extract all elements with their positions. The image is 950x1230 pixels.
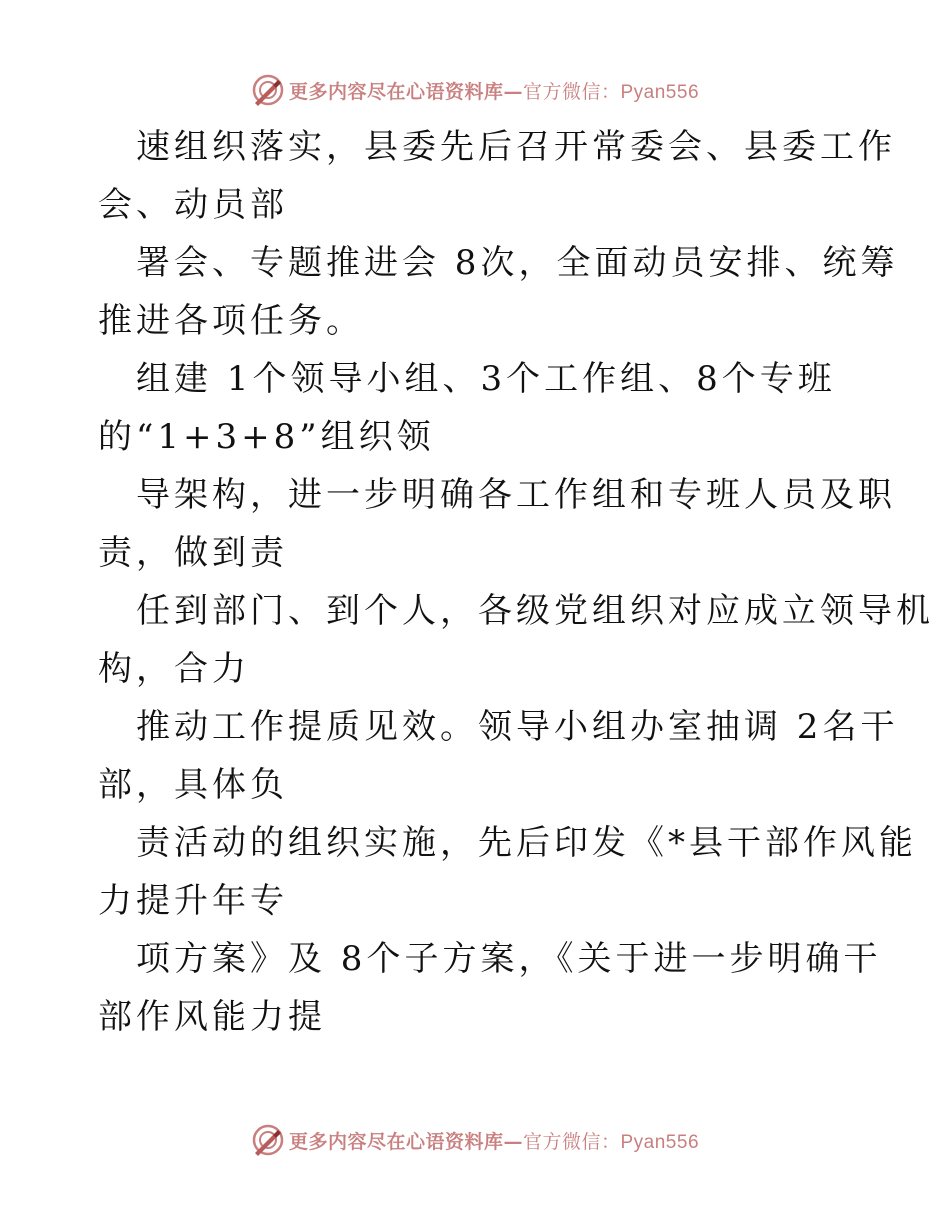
text-line: 责活动的组织实施，先后印发《*县干部作风能 (136, 823, 917, 863)
text-line: 部，具体负 (98, 765, 288, 805)
watermark-wechat-label: 官方微信： (522, 80, 621, 103)
watermark-title: 更多内容尽在心语资料库 (288, 1130, 504, 1153)
watermark-wechat-label: 官方微信： (522, 1130, 621, 1153)
footer-watermark (0, 1120, 950, 1160)
header-watermark (0, 70, 950, 110)
text-line: 导架构，进一步明确各工作组和专班人员及职 (136, 475, 896, 515)
watermark-title: 更多内容尽在心语资料库 (288, 80, 504, 103)
watermark-text (289, 77, 699, 104)
text-line: 的“1+3+8”组织领 (98, 417, 435, 457)
text-line: 部作风能力提 (98, 997, 326, 1037)
watermark-text (289, 1127, 699, 1154)
text-line: 推动工作提质见效。领导小组办室抽调 2名干 (136, 707, 899, 747)
watermark-wechat-id: Pyan556 (620, 81, 700, 103)
text-line: 责，做到责 (98, 533, 288, 573)
watermark-dash: — (503, 1130, 523, 1153)
pen-circle-icon (251, 1123, 285, 1157)
text-line: 会、动员部 (98, 185, 288, 225)
text-line: 速组织落实，县委先后召开常委会、县委工作 (136, 127, 896, 167)
text-line: 项方案》及 8个子方案，《关于进一步明确干 (136, 939, 882, 979)
text-line: 任到部门、到个人，各级党组织对应成立领导机 (136, 591, 934, 631)
text-line: 构，合力 (98, 649, 250, 689)
document-body (98, 118, 934, 1046)
text-line: 署会、专题推进会 8次，全面动员安排、统筹 (136, 243, 899, 283)
text-line: 组建 1个领导小组、3个工作组、8个专班 (136, 359, 836, 399)
watermark-wechat-id: Pyan556 (620, 1131, 700, 1153)
pen-circle-icon (251, 73, 285, 107)
watermark-dash: — (503, 80, 523, 103)
text-line: 力提升年专 (98, 881, 288, 921)
text-line: 推进各项任务。 (98, 301, 364, 341)
